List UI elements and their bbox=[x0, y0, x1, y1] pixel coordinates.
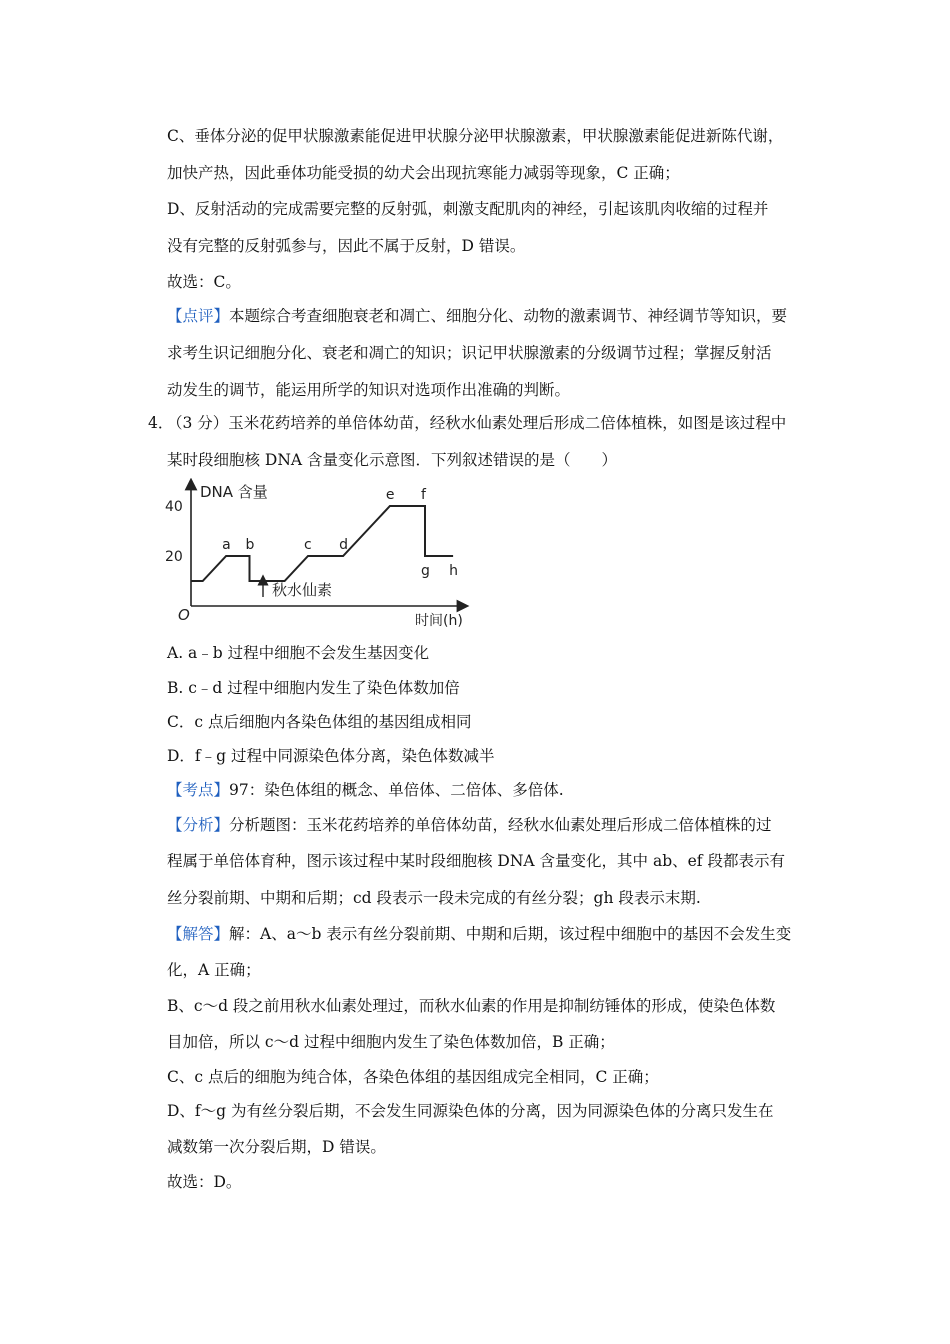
option-b: B. c﹣d 过程中细胞内发生了染色体数加倍 bbox=[167, 679, 460, 697]
kaodian-tag: 【考点】 bbox=[167, 781, 230, 799]
jieda-line-2: 化，A 正确； bbox=[167, 961, 261, 979]
option-d: D．f﹣g 过程中同源染色体分离，染色体数减半 bbox=[167, 747, 495, 765]
jieda-line-6: D、f～g 为有丝分裂后期，不会发生同源染色体的分离，因为同源染色体的分离只发生在 bbox=[167, 1102, 774, 1120]
jieda-line-3: B、c～d 段之前用秋水仙素处理过，而秋水仙素的作用是抑制纺锤体的形成，使染色体数 bbox=[167, 997, 776, 1015]
dna-content-chart bbox=[160, 478, 480, 638]
jieda-line-8: 故选：D。 bbox=[167, 1173, 242, 1191]
point-label-c: c bbox=[304, 537, 312, 553]
jieda-line-7: 减数第一次分裂后期，D 错误。 bbox=[167, 1138, 386, 1156]
text-line-c: C、垂体分泌的促甲状腺激素能促进甲状腺分泌甲状腺激素，甲状腺激素能促进新陈代谢， bbox=[167, 127, 784, 145]
x-axis-label: 时间(h) bbox=[415, 613, 463, 629]
origin-label: O bbox=[178, 606, 190, 624]
comment-line-3: 动发生的调节，能运用所学的知识对选项作出准确的判断。 bbox=[167, 381, 571, 399]
y-tick-40: 40 bbox=[165, 499, 183, 515]
point-label-e: e bbox=[385, 487, 395, 503]
point-label-d: d bbox=[339, 537, 348, 553]
colchicine-annotation: 秋水仙素 bbox=[272, 581, 333, 599]
comment-text-1: 本题综合考查细胞衰老和凋亡、细胞分化、动物的激素调节、神经调节等知识，要 bbox=[229, 307, 788, 325]
jieda-text-1: 解：A、a～b 表示有丝分裂前期、中期和后期，该过程中细胞中的基因不会发生变 bbox=[229, 925, 792, 943]
jieda-tag: 【解答】 bbox=[167, 925, 230, 943]
kaodian-line bbox=[167, 780, 564, 800]
point-label-g: g bbox=[421, 563, 430, 579]
jieda-line-1 bbox=[167, 924, 791, 944]
question-line-1: （3 分）玉米花药培养的单倍体幼苗，经秋水仙素处理后形成二倍体植株，如图是该过程中 bbox=[167, 414, 787, 432]
fenxi-line-3: 丝分裂前期、中期和后期；cd 段表示一段未完成的有丝分裂；gh 段表示末期. bbox=[167, 889, 701, 907]
option-c: C．c 点后细胞内各染色体组的基因组成相同 bbox=[167, 713, 472, 731]
kaodian-text: 97：染色体组的概念、单倍体、二倍体、多倍体. bbox=[229, 781, 564, 799]
fenxi-line-1 bbox=[167, 815, 772, 835]
point-label-f: f bbox=[421, 487, 426, 503]
option-a: A. a﹣b 过程中细胞不会发生基因变化 bbox=[167, 644, 430, 662]
fenxi-tag: 【分析】 bbox=[167, 816, 230, 834]
text-line-c-cont: 加快产热，因此垂体功能受损的幼犬会出现抗寒能力减弱等现象，C 正确； bbox=[167, 164, 680, 182]
fenxi-line-2: 程属于单倍体育种，图示该过程中某时段细胞核 DNA 含量变化，其中 ab、ef 段都表示有 bbox=[167, 852, 785, 870]
point-label-b: b bbox=[245, 537, 255, 553]
answer-line-3: 故选：C。 bbox=[167, 273, 241, 291]
text-line-d: D、反射活动的完成需要完整的反射弧，刺激支配肌肉的神经，引起该肌肉收缩的过程并 bbox=[167, 200, 769, 218]
jieda-line-5: C、c 点后的细胞为纯合体，各染色体组的基因组成完全相同，C 正确； bbox=[167, 1068, 659, 1086]
question-line-2: 某时段细胞核 DNA 含量变化示意图．下列叙述错误的是（ ） bbox=[167, 451, 618, 469]
y-tick-20: 20 bbox=[165, 549, 183, 565]
comment-tag: 【点评】 bbox=[167, 307, 230, 325]
comment-line-2: 求考生识记细胞分化、衰老和凋亡的知识；识记甲状腺激素的分级调节过程；掌握反射活 bbox=[167, 344, 772, 362]
comment-line-1 bbox=[167, 306, 787, 326]
jieda-line-4: 目加倍，所以 c～d 过程中细胞内发生了染色体数加倍，B 正确； bbox=[167, 1033, 615, 1051]
question-number: 4． bbox=[148, 414, 174, 432]
y-axis-label: DNA 含量 bbox=[200, 483, 268, 501]
point-label-h: h bbox=[449, 563, 458, 579]
point-label-a: a bbox=[222, 537, 231, 553]
text-line-d-cont: 没有完整的反射弧参与，因此不属于反射，D 错误。 bbox=[167, 237, 526, 255]
fenxi-text-1: 分析题图：玉米花药培养的单倍体幼苗，经秋水仙素处理后形成二倍体植株的过 bbox=[229, 816, 772, 834]
